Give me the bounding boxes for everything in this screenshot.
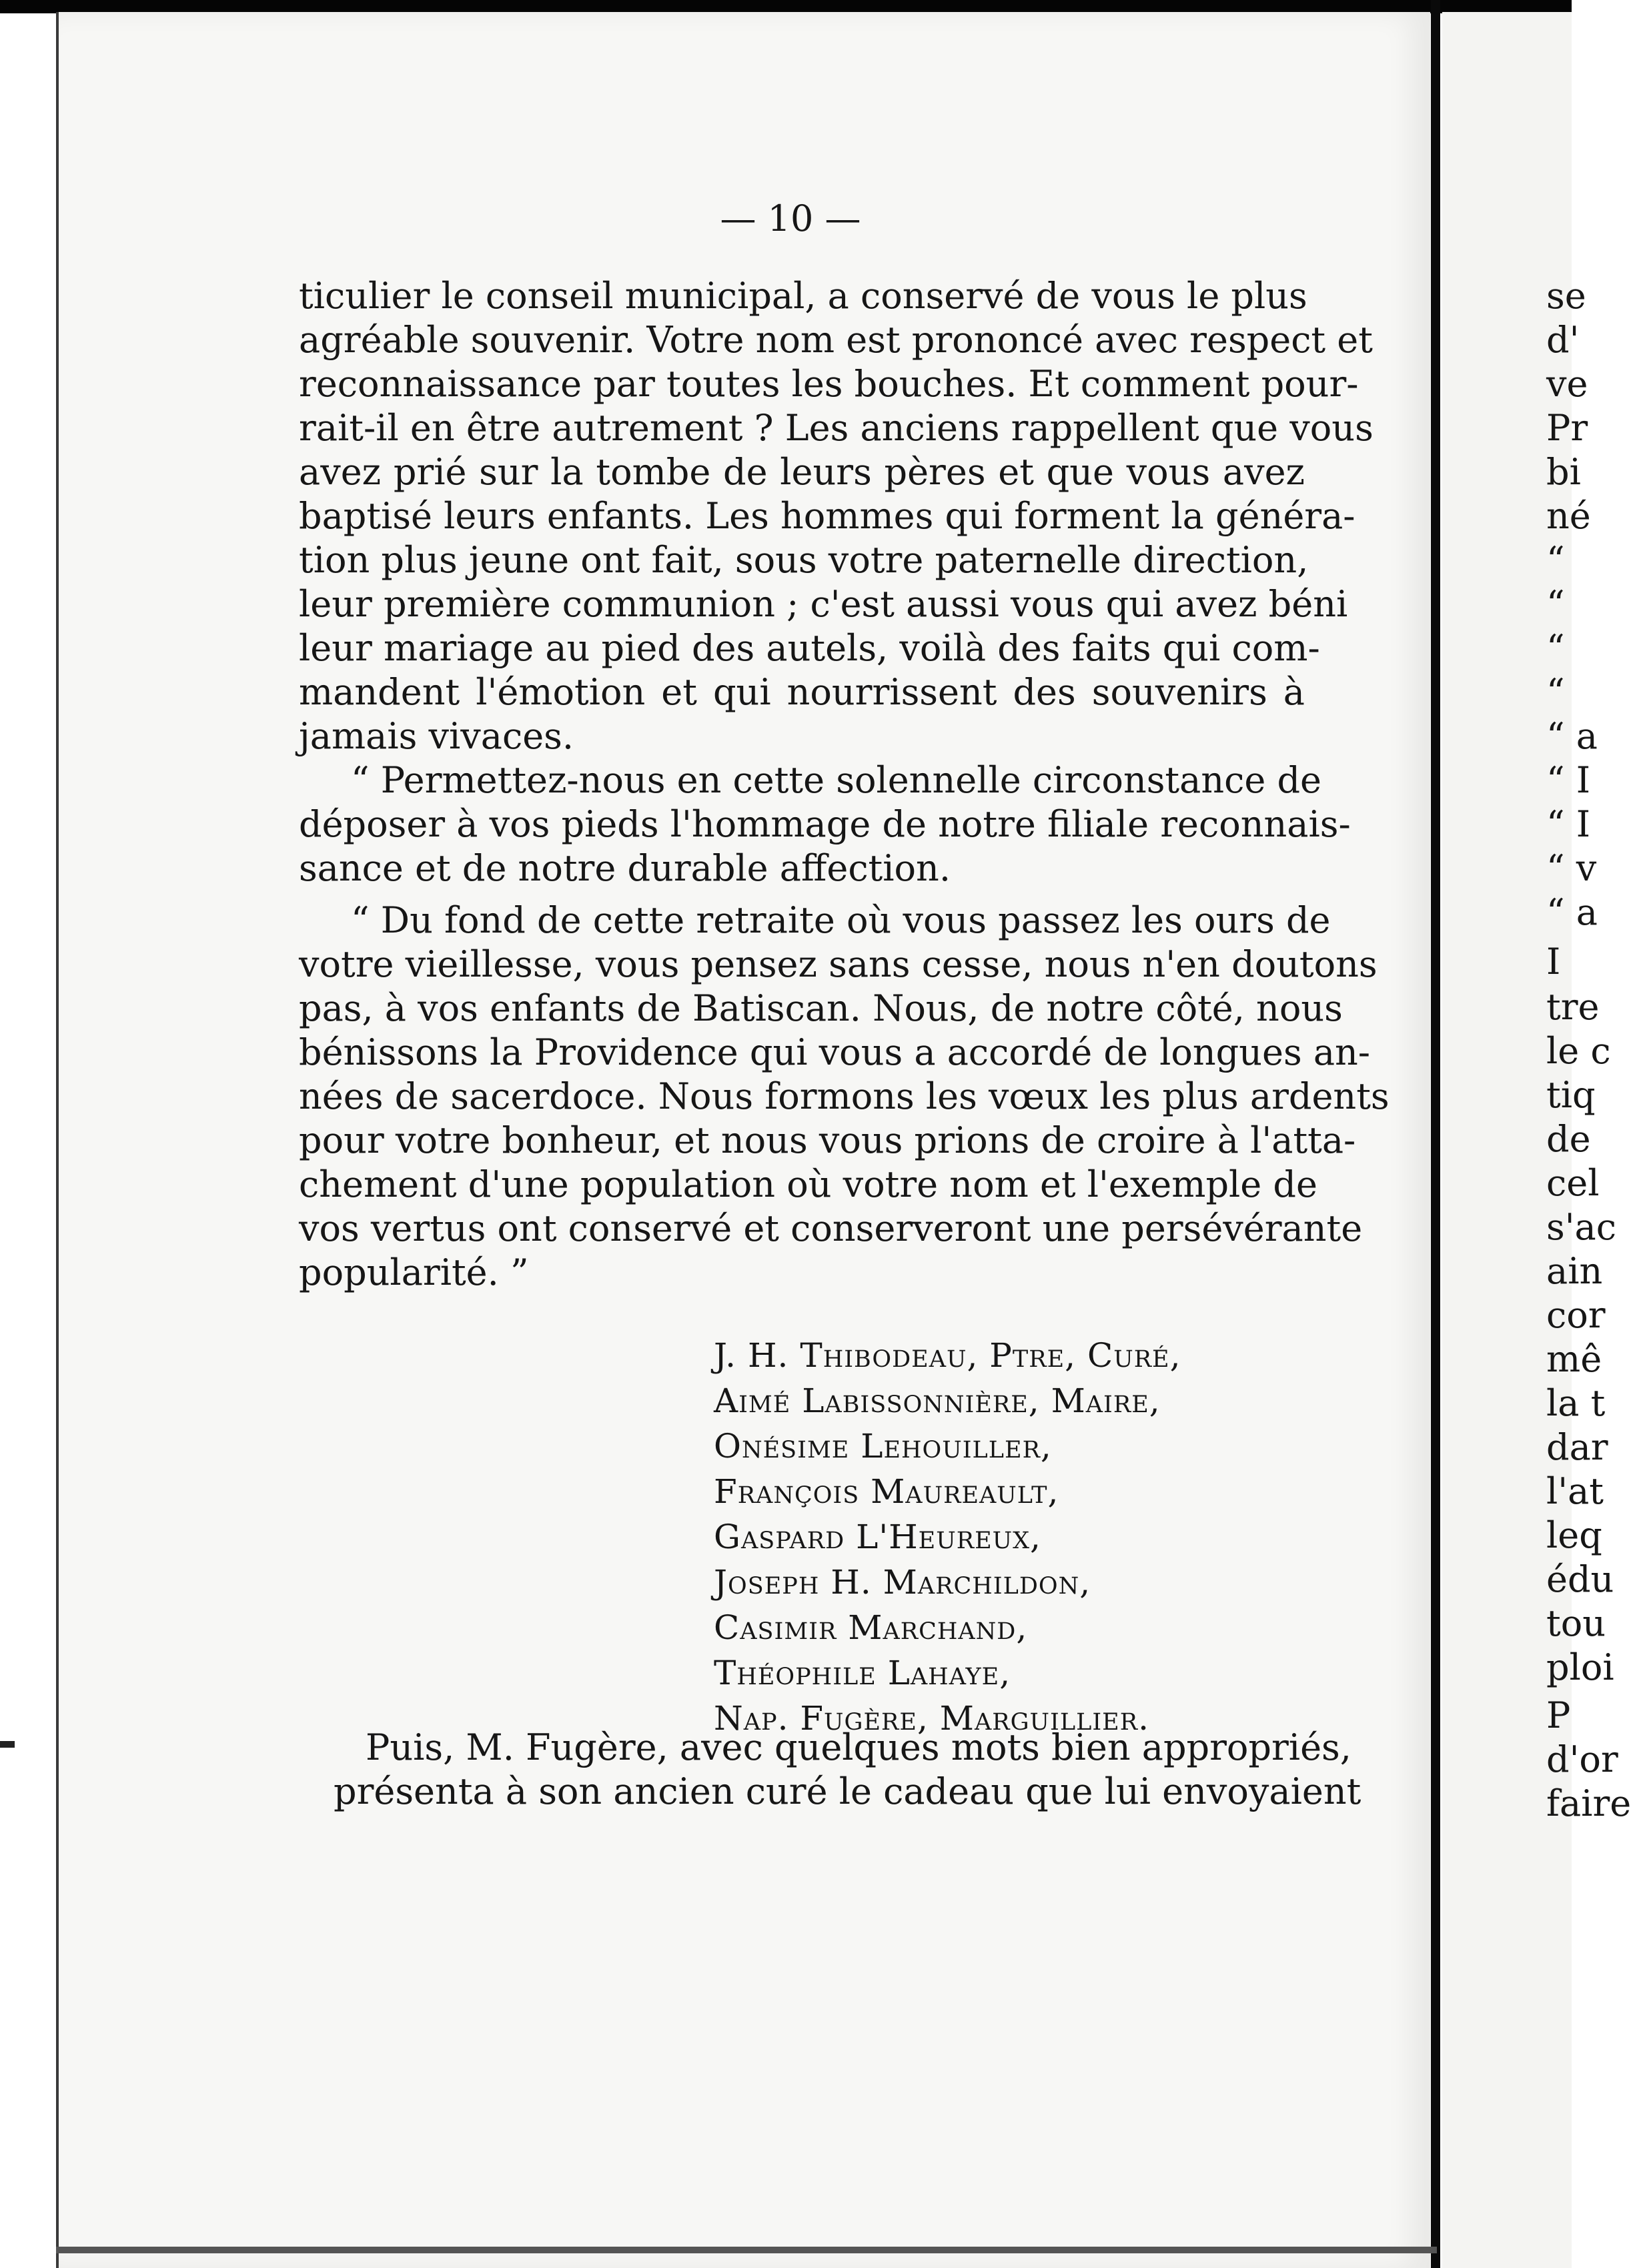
facing-page-fragment: “ [1546, 583, 1565, 625]
signature-line: Aimé Labissonnière, Maire, [714, 1381, 1161, 1420]
facing-page-fragment: se [1546, 275, 1586, 317]
facing-page-fragment: né [1546, 495, 1591, 537]
text-line: tion plus jeune ont fait, sous votre paternelle direction, [299, 539, 1309, 581]
text-line: avez prié sur la tombe de leurs pères et que vous avez [299, 451, 1305, 493]
facing-page-fragment: ain [1546, 1250, 1603, 1292]
facing-page-fragment: “ I [1546, 803, 1591, 845]
facing-page-fragment: le c [1546, 1030, 1611, 1072]
facing-page-fragment: l'at [1546, 1470, 1604, 1512]
text-line: bénissons la Providence qui vous a accordé de longues an- [299, 1031, 1371, 1073]
facing-page-fragment: “ [1546, 671, 1565, 713]
facing-page-fragment: tiq [1546, 1074, 1596, 1116]
facing-page-fragment: “ I [1546, 759, 1591, 801]
text-line: popularité. ” [299, 1251, 529, 1293]
facing-page-fragment: bi [1546, 451, 1581, 493]
text-line: pas, à vos enfants de Batiscan. Nous, de notre côté, nous [299, 987, 1343, 1029]
facing-page-fragment: “ v [1546, 847, 1597, 889]
text-line: sance et de notre durable affection. [299, 847, 951, 889]
facing-page-fragment: la t [1546, 1382, 1606, 1424]
text-line: ticulier le conseil municipal, a conservé de vous le plus [299, 275, 1307, 317]
text-line: agréable souvenir. Votre nom est prononcé avec respect et [299, 319, 1373, 361]
signature-line: Gaspard L'Heureux, [714, 1518, 1041, 1556]
signature-line: Nap. Fugère, Marguillier. [714, 1699, 1149, 1738]
signature-line: Casimir Marchand, [714, 1608, 1028, 1647]
margin-ink-blot [0, 1741, 15, 1748]
text-line: leur mariage au pied des autels, voilà des faits qui com- [299, 627, 1320, 669]
text-line: reconnaissance par toutes les bouches. Et comment pour- [299, 363, 1359, 405]
text-line: présenta à son ancien curé le cadeau que lui envoyaient [334, 1770, 1362, 1812]
page-number: — 10 — [720, 197, 861, 239]
facing-page-fragment: d'or [1546, 1738, 1618, 1780]
facing-page-fragment: faire [1546, 1782, 1631, 1824]
signature-line: Théophile Lahaye, [714, 1654, 1011, 1692]
facing-page-fragment: “ a [1546, 715, 1598, 757]
facing-page-fragment: “ a [1546, 891, 1598, 933]
text-line: jamais vivaces. [299, 715, 574, 757]
signature-line: Joseph H. Marchildon, [714, 1563, 1091, 1602]
text-line: baptisé leurs enfants. Les hommes qui forment la généra- [299, 495, 1355, 537]
facing-page-fragment: d' [1546, 319, 1580, 361]
facing-page-fragment: édu [1546, 1558, 1614, 1600]
text-line: mandent l'émotion et qui nourrissent des souvenirs à [299, 671, 1305, 713]
facing-page-fragment: tre [1546, 986, 1600, 1028]
text-line: “ Permettez-nous en cette solennelle circonstance de [351, 759, 1321, 801]
text-line: nées de sacerdoce. Nous formons les vœux les plus ardents [299, 1075, 1390, 1117]
text-line: déposer à vos pieds l'hommage de notre filiale reconnais- [299, 803, 1351, 845]
text-line: rait-il en être autrement ? Les anciens rappellent que vous [299, 407, 1374, 449]
facing-page-fragment: cor [1546, 1294, 1606, 1336]
signature-line: François Maureault, [714, 1472, 1059, 1511]
page-bottom-edge [56, 2247, 1437, 2253]
text-line: pour votre bonheur, et nous vous prions de croire à l'atta- [299, 1119, 1356, 1161]
text-line: leur première communion ; c'est aussi vous qui avez béni [299, 583, 1348, 625]
signature-line: Onésime Lehouiller, [714, 1427, 1052, 1466]
facing-page-fragment: s'ac [1546, 1206, 1616, 1248]
text-line: votre vieillesse, vous pensez sans cesse, nous n'en doutons [299, 943, 1378, 985]
facing-page-fragment: P [1546, 1694, 1571, 1736]
facing-page-fragment: tou [1546, 1602, 1606, 1644]
book-gutter [1431, 0, 1440, 2268]
text-line: chement d'une population où votre nom et l'exemple de [299, 1163, 1317, 1205]
facing-page-fragment: mê [1546, 1338, 1602, 1380]
facing-page-fragment: cel [1546, 1162, 1600, 1204]
facing-page-fragment: I [1546, 941, 1561, 983]
facing-page-fragment: “ [1546, 539, 1565, 581]
facing-page-fragment: dar [1546, 1426, 1608, 1468]
facing-page-fragment: leq [1546, 1514, 1602, 1556]
scan-top-border [0, 0, 1572, 13]
facing-page-fragment: de [1546, 1118, 1591, 1160]
facing-page-fragment: ve [1546, 363, 1588, 405]
facing-page-fragment: ploi [1546, 1646, 1614, 1688]
text-line: “ Du fond de cette retraite où vous passez les ours de [351, 899, 1331, 941]
text-line: Puis, M. Fugère, avec quelques mots bien appropriés, [366, 1726, 1351, 1768]
text-line: vos vertus ont conservé et conserveront une persévérante [299, 1207, 1363, 1249]
signature-line: J. H. Thibodeau, Ptre, Curé, [714, 1336, 1181, 1375]
facing-page-fragment: “ [1546, 627, 1565, 669]
facing-page-fragment: Pr [1546, 407, 1588, 449]
